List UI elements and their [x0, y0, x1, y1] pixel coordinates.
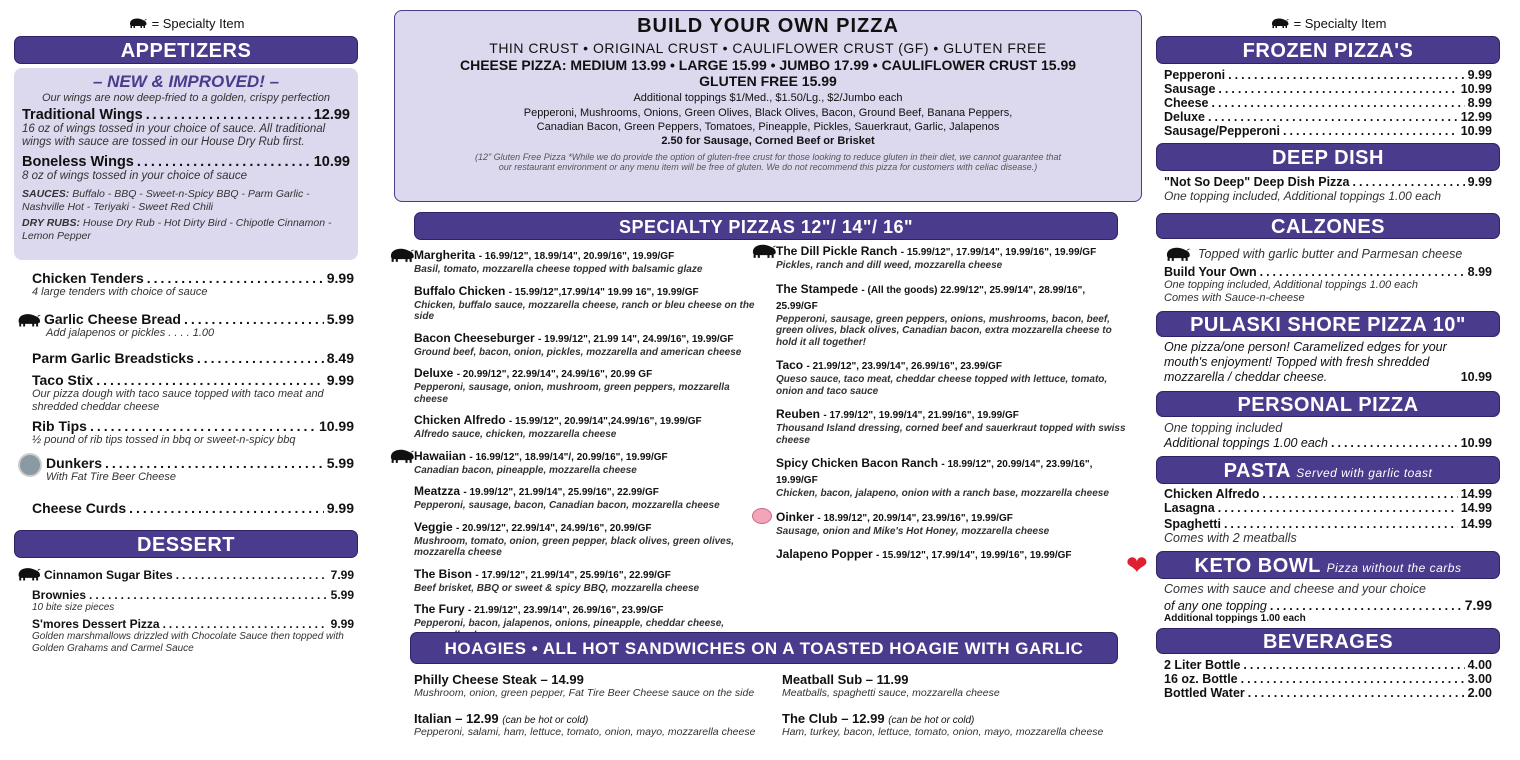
center-column	[394, 0, 1142, 738]
pizza-prices: - 20.99/12", 22.99/14", 24.99/16", 20.99/GF	[456, 522, 652, 534]
pizza-prices: - 17.99/12", 19.99/14", 21.99/16", 19.99/GF	[823, 410, 1019, 421]
pizza-prices: - 18.99/12", 20.99/14", 23.99/16", 19.99/GF	[817, 512, 1013, 524]
frozen-list	[1156, 68, 1500, 138]
pizza-desc: Pickles, ranch and dill weed, mozzarella cheese	[776, 260, 1003, 271]
bison-icon	[388, 447, 416, 468]
menu-item[interactable]: "Not So Deep" Deep Dish Pizza ..... 9.99	[1164, 175, 1492, 189]
specialty-pizza-item[interactable]	[776, 456, 1128, 500]
pizza-name: Deluxe	[414, 366, 454, 380]
menu-item[interactable]: Brownies ..... 5.99	[32, 588, 354, 602]
specialty-legend: = Specialty Item	[1156, 14, 1500, 32]
pizza-desc: Pepperoni, sausage, green peppers, onions, mushrooms, bacon, beef, green olives, black olives, Canadian bacon, extra mozzarella cheese to hold it all together!	[776, 313, 1112, 348]
beverages-list	[1156, 658, 1500, 700]
menu-item[interactable]: Rib Tips ..... 10.99	[32, 418, 354, 434]
menu-item[interactable]: Deluxe ..... 12.99	[1164, 110, 1492, 124]
byo-prices: CHEESE PIZZA: MEDIUM 13.99 • LARGE 15.99 • JUMBO 17.99 • CAULIFLOWER CRUST 15.99	[459, 57, 1077, 73]
specialty-legend: = Specialty Item	[14, 14, 358, 32]
hoagie-item[interactable]: The Club – 12.99 (can be hot or cold) Ham, turkey, bacon, lettuce, tomato, onion, mayo, mozzarella cheese	[782, 711, 1104, 738]
menu-item[interactable]: Sausage ..... 10.99	[1164, 82, 1492, 96]
calzones-section: Topped with garlic butter and Parmesan cheese Build Your Own ..... 8.99 One topping included, Additional toppings 1.00 each Comes with Sauce-n-cheese	[1156, 245, 1500, 305]
byo-note: our restaurant environment or any menu item will be free of gluten. We do not recommend this pizza for customers with celiac disease.)	[498, 162, 1038, 172]
hoagie-item[interactable]: Italian – 12.99 (can be hot or cold) Pepperoni, salami, ham, lettuce, tomato, onion, mayo, mozzarella cheese	[414, 711, 756, 738]
menu-item[interactable]: 16 oz. Bottle ..... 3.00	[1164, 672, 1492, 686]
new-improved-sub: Our wings are now deep-fried to a golden, crispy perfection	[42, 92, 330, 104]
pizza-desc: Basil, tomato, mozzarella cheese topped with balsamic glaze	[414, 264, 703, 275]
menu-item[interactable]: Cheese ..... 8.99	[1164, 96, 1492, 110]
hoagies-header: HOAGIES • ALL HOT SANDWICHES ON A TOASTED HOAGIE WITH GARLIC BUTTER	[410, 632, 1118, 664]
pizza-name: The Dill Pickle Ranch	[776, 244, 898, 258]
byo-note: (12" Gluten Free Pizza *While we do provide the option of gluten-free crust for those looking to reduce gluten in their diet, we cannot guarantee that	[474, 152, 1062, 162]
wings-panel	[14, 68, 358, 260]
keto-section[interactable]: Comes with sauce and cheese and your choice of any one topping ..... 7.99 Additional toppings 1.00 each	[1156, 582, 1500, 624]
pizza-desc: Pepperoni, sausage, onion, mushroom, green peppers, mozzarella cheese	[414, 382, 730, 405]
personal-header: PERSONAL PIZZA	[1156, 391, 1500, 417]
pizza-desc: Alfredo sauce, chicken, mozzarella cheese	[414, 429, 617, 440]
pizza-desc: Canadian bacon, pineapple, mozzarella cheese	[414, 464, 637, 476]
beer-logo-icon	[18, 453, 42, 477]
specialty-pizza-item[interactable]	[414, 520, 760, 559]
menu-item[interactable]: 2 Liter Bottle ..... 4.00	[1164, 658, 1492, 672]
pizza-name: Jalapeno Popper	[776, 547, 873, 561]
hoagie-item[interactable]: Meatball Sub – 11.99 Meatballs, spaghetti sauce, mozzarella cheese	[782, 672, 1000, 699]
pizza-desc: Beef brisket, BBQ or sweet & spicy BBQ, mozzarella cheese	[414, 582, 700, 594]
item-desc: 4 large tenders with choice of sauce	[32, 286, 208, 298]
pizza-prices: - 15.99/12", 17.99/14", 19.99/16", 19.99/GF	[900, 247, 1097, 258]
keto-wrap	[1126, 550, 1500, 580]
byo-toppings: Pepperoni, Mushrooms, Onions, Green Olives, Black Olives, Bacon, Ground Beef, Banana Peppers,	[523, 107, 1013, 119]
pizza-name: Reuben	[776, 407, 821, 421]
bison-icon	[16, 565, 42, 583]
keto-header: KETO BOWL Pizza without the carbs	[1156, 551, 1500, 579]
deep-dish-section: "Not So Deep" Deep Dish Pizza ..... 9.99 One topping included, Additional toppings 1.00 each	[1156, 175, 1500, 203]
specialty-pizza-item[interactable]	[414, 248, 760, 276]
pizza-prices: - 21.99/12", 23.99/14", 26.99/16", 23.99/GF	[806, 361, 1002, 372]
pizza-desc: Chicken, bacon, jalapeno, onion with a ranch base, mozzarella cheese	[776, 488, 1109, 499]
specialty-pizza-item[interactable]	[414, 449, 760, 477]
bison-icon	[1270, 16, 1290, 30]
specialty-pizza-item[interactable]	[414, 413, 760, 441]
right-column	[1126, 0, 1500, 700]
byo-gf-price: GLUTEN FREE 15.99	[699, 73, 837, 89]
item-desc: Add jalapenos or pickles . . . . 1.00	[46, 327, 215, 339]
personal-section[interactable]: One topping included Additional toppings 1.00 each ..... 10.99	[1156, 421, 1500, 450]
pizza-prices: - 17.99/12", 21.99/14", 25.99/16", 22.99/GF	[475, 569, 671, 581]
pizza-name: Hawaiian	[414, 448, 467, 463]
pasta-section: Chicken Alfredo ..... 14.99 Lasagna ..... 14.99 Spaghetti ..... 14.99 Comes with 2 meatballs	[1156, 487, 1500, 546]
pizza-name: Meatzza	[414, 484, 461, 498]
bison-icon	[388, 246, 416, 267]
pizza-prices: - 15.99/12", 17.99/14", 19.99/16", 19.99/GF	[876, 550, 1072, 561]
menu-item[interactable]: Build Your Own ..... 8.99	[1164, 265, 1492, 279]
bison-icon	[750, 242, 778, 263]
pig-icon	[752, 508, 772, 524]
menu-item[interactable]: Dunkers ..... 5.99	[32, 455, 354, 471]
bison-icon	[1164, 245, 1192, 263]
menu-item[interactable]: Garlic Cheese Bread ..... 5.99	[32, 311, 354, 327]
pizza-prices: - 21.99/12", 23.99/14", 26.99/16", 23.99/GF	[468, 605, 664, 616]
pizza-prices: - 19.99/12", 21.99/14", 25.99/16", 22.99/GF	[463, 487, 659, 498]
build-your-own-panel	[394, 10, 1142, 202]
pizza-prices: - (All the goods) 22.99/12", 25.99/14", 28.99/16", 25.99/GF	[776, 284, 1086, 312]
pizza-name: Taco	[776, 358, 804, 372]
pizza-prices: - 15.99/12",17.99/14" 19.99 16", 19.99/GF	[508, 286, 699, 298]
menu-item[interactable]: Cinnamon Sugar Bites ..... 7.99	[32, 568, 354, 582]
menu-item[interactable]: Pepperoni ..... 9.99	[1164, 68, 1492, 82]
item-desc: Golden marshmallows drizzled with Chocolate Sauce then topped with Golden Grahams and Carmel Sauce	[32, 631, 344, 654]
pizza-name: Spicy Chicken Bacon Ranch	[776, 456, 939, 470]
byo-additional: Additional toppings $1/Med., $1.50/Lg., $2/Jumbo each	[633, 92, 903, 104]
heart-icon: ❤	[1126, 550, 1148, 580]
byo-premium: 2.50 for Sausage, Corned Beef or Brisket	[661, 135, 875, 147]
deep-dish-header: DEEP DISH	[1156, 143, 1500, 171]
left-column	[14, 0, 358, 655]
new-improved-heading: – NEW & IMPROVED! –	[92, 72, 280, 91]
pizza-prices: - 19.99/12", 21.99 14", 24.99/16", 19.99/GF	[538, 333, 734, 345]
frozen-header: FROZEN PIZZA'S	[1156, 36, 1500, 64]
specialty-left	[414, 248, 760, 641]
byo-toppings: Canadian Bacon, Green Peppers, Tomatoes, Pineapple, Pickles, Sauerkraut, Garlic, Jalapenos	[536, 121, 1000, 133]
pizza-name: Margherita	[414, 248, 476, 262]
hoagie-item[interactable]: Philly Cheese Steak – 14.99 Mushroom, onion, green pepper, Fat Tire Beer Cheese sauce on the side	[414, 672, 755, 699]
pizza-name: The Fury	[414, 602, 465, 616]
pizza-prices: - 16.99/12", 18.99/14"/, 20.99/16", 19.99/GF	[469, 451, 668, 463]
specialty-pizza-item[interactable]	[776, 510, 1128, 538]
pulaski-section[interactable]: One pizza/one person! Caramelized edges for your mouth's enjoyment! Topped with fresh shredded mozzarella / cheddar cheese. 10.99	[1164, 340, 1492, 384]
pizza-desc: Pepperoni, sausage, bacon, Canadian bacon, mozzarella cheese	[414, 500, 720, 511]
pizza-prices: - 15.99/12", 20.99/14",24.99/16", 19.99/GF	[508, 416, 702, 427]
menu-item[interactable]: Chicken Alfredo ..... 14.99	[1164, 487, 1492, 501]
dry-rubs-list: DRY RUBS: House Dry Rub - Hot Dirty Bird - Chipotle Cinnamon - Lemon Pepper	[22, 217, 332, 242]
specialty-pizza-item[interactable]	[776, 358, 1128, 397]
specialty-pizza-item[interactable]	[414, 567, 760, 595]
pizza-name: Chicken Alfredo	[414, 413, 506, 427]
menu-item[interactable]: Bottled Water ..... 2.00	[1164, 686, 1492, 700]
byo-title: BUILD YOUR OWN PIZZA	[637, 15, 899, 37]
pizza-desc: Chicken, buffalo sauce, mozzarella cheese, ranch or bleu cheese on the side	[414, 299, 755, 322]
pizza-desc: Pepperoni, bacon, jalapenos, onions, pineapple, cheddar cheese,	[414, 618, 725, 629]
specialty-pizza-item[interactable]	[776, 282, 1128, 349]
item-desc: 10 bite size pieces	[32, 602, 115, 613]
byo-crusts: THIN CRUST • ORIGINAL CRUST • CAULIFLOWER CRUST (GF) • GLUTEN FREE	[489, 40, 1047, 56]
menu-item-boneless-wings[interactable]: Boneless Wings ..... 10.99	[22, 154, 350, 170]
item-desc: 8 oz of wings tossed in your choice of sauce	[22, 170, 248, 182]
specialty-pizza-item[interactable]	[414, 284, 760, 323]
menu-item[interactable]: Spaghetti ..... 14.99	[1164, 517, 1492, 531]
menu-item[interactable]: Lasagna ..... 14.99	[1164, 501, 1492, 515]
pizza-name: Veggie	[414, 519, 453, 534]
pizza-name: The Stampede	[776, 281, 859, 296]
item-desc: With Fat Tire Beer Cheese	[46, 471, 177, 483]
pizza-name: Oinker	[776, 509, 815, 524]
specialty-pizza-item[interactable]	[776, 407, 1128, 446]
appetizer-list	[14, 270, 358, 516]
pizza-prices: - 18.99/12", 20.99/14", 23.99/16", 19.99/GF	[776, 459, 1093, 486]
pizza-desc: Thousand Island dressing, corned beef and sauerkraut topped with swiss cheese	[776, 423, 1126, 446]
bison-icon	[16, 311, 42, 329]
appetizers-header: APPETIZERS	[14, 36, 358, 64]
pulaski-header: PULASKI SHORE PIZZA 10"	[1156, 311, 1500, 337]
menu-item[interactable]: Sausage/Pepperoni ..... 10.99	[1164, 124, 1492, 138]
pizza-name: Buffalo Chicken	[414, 283, 506, 298]
pasta-header: PASTA Served with garlic toast	[1156, 456, 1500, 484]
pizza-name: The Bison	[414, 566, 473, 581]
menu-item[interactable]: Chicken Tenders ..... 9.99	[32, 270, 354, 286]
menu-item[interactable]: Taco Stix ..... 9.99	[32, 372, 354, 388]
specialty-pizza-item[interactable]	[776, 547, 1128, 563]
pizza-prices: - 16.99/12", 18.99/14", 20.99/16", 19.99/GF	[478, 251, 675, 262]
pizza-desc: Queso sauce, taco meat, cheddar cheese topped with lettuce, tomato, onion and taco sauce	[776, 374, 1108, 397]
specialty-pizza-item[interactable]	[414, 366, 760, 405]
pizza-desc: Sausage, onion and Mike's Hot Honey, mozzarella cheese	[776, 525, 1050, 537]
sauces-list: SAUCES: Buffalo - BBQ - Sweet-n-Spicy BBQ - Parm Garlic - Nashville Hot - Teriyaki - Sweet Red Chili	[22, 188, 310, 213]
bison-icon	[128, 16, 148, 30]
dessert-list	[14, 568, 358, 655]
pizza-desc: Mushroom, tomato, onion, green pepper, black olives, green olives, mozzarella cheese	[414, 535, 735, 558]
calzones-header: CALZONES	[1156, 213, 1500, 239]
specialty-pizza-item[interactable]	[414, 484, 760, 512]
menu-item[interactable]: S'mores Dessert Pizza ..... 9.99	[32, 617, 354, 631]
item-desc: ½ pound of rib tips tossed in bbq or sweet-n-spicy bbq	[32, 434, 296, 446]
pizza-name: Bacon Cheeseburger	[414, 330, 535, 345]
item-desc: Our pizza dough with taco sauce topped with taco meat and shredded cheddar cheese	[32, 388, 324, 413]
dessert-header: DESSERT	[14, 530, 358, 558]
specialty-header: SPECIALTY PIZZAS 12"/ 14"/ 16"	[414, 212, 1118, 240]
pizza-prices: - 20.99/12", 22.99/14", 24.99/16", 20.99 GF	[456, 369, 653, 380]
specialty-right	[776, 244, 1128, 563]
menu-item[interactable]: Parm Garlic Breadsticks ..... 8.49	[32, 350, 354, 366]
menu-item[interactable]: Cheese Curds ..... 9.99	[32, 500, 354, 516]
pizza-desc: Ground beef, bacon, onion, pickles, mozzarella and american cheese	[414, 346, 742, 358]
beverages-header: BEVERAGES	[1156, 628, 1500, 654]
specialty-pizza-item[interactable]	[414, 331, 760, 359]
specialty-grid	[394, 244, 1142, 629]
menu-item-traditional-wings[interactable]: Traditional Wings ..... 12.99	[22, 107, 350, 123]
specialty-pizza-item[interactable]	[776, 244, 1128, 272]
item-desc: 16 oz of wings tossed in your choice of sauce. All traditional wings with sauce are tossed in our House Dry Rub first.	[22, 123, 326, 148]
